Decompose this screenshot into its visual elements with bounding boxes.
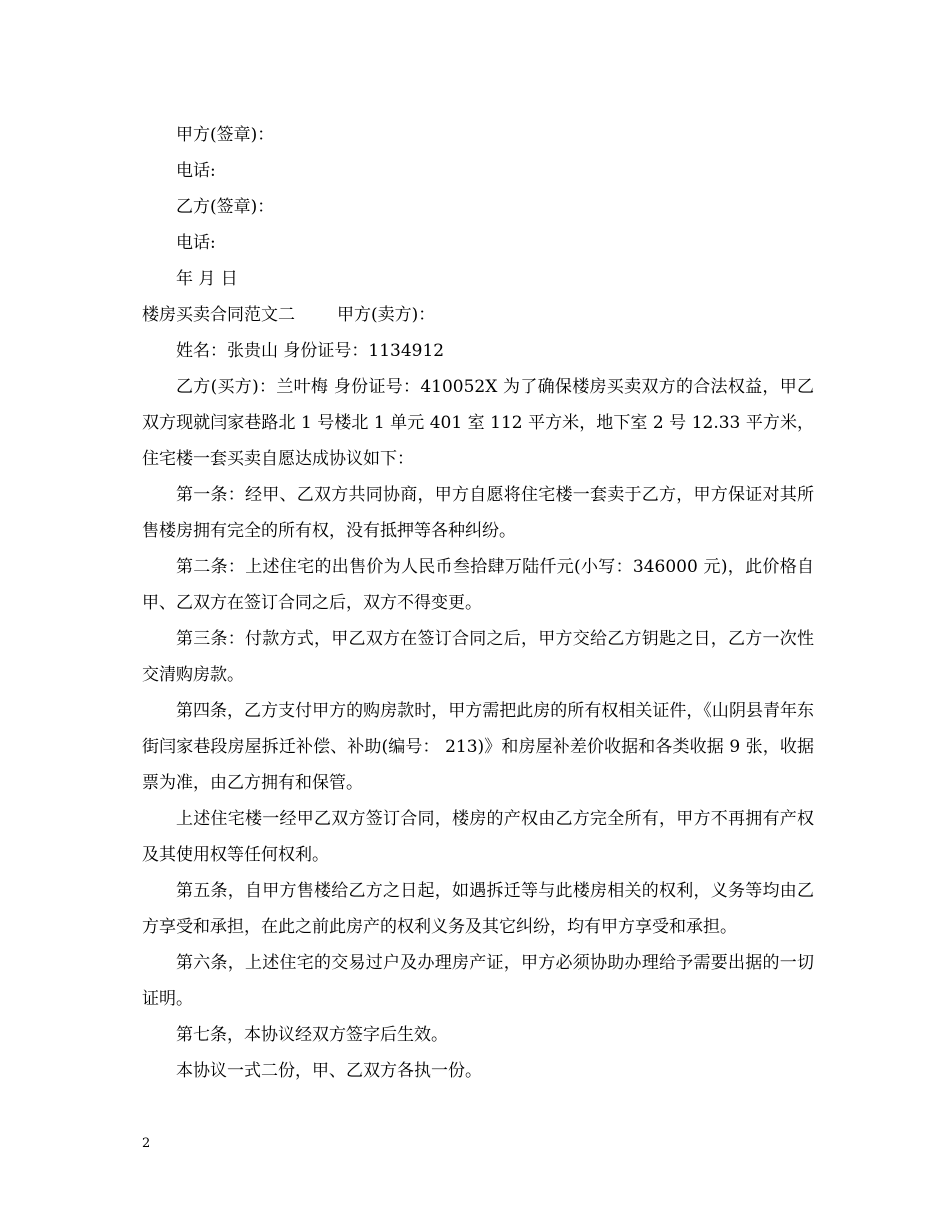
party-a-signature-line: 甲方(签章)： <box>176 125 275 145</box>
article-5-paragraph: 第五条，自甲方售楼给乙方之日起，如遇拆迁等与此楼房相关的权利，义务等均由乙方享受和承担，在此之前此房产的权利义务及其它纠纷，均有甲方享受和承担。 <box>142 881 814 937</box>
party-b-signature-line: 乙方(签章)： <box>176 197 275 217</box>
contract-heading-line <box>142 297 814 333</box>
document-body <box>142 117 814 1089</box>
seller-info-paragraph: 姓名：张贵山 身份证号：1134912 <box>176 341 445 361</box>
seller-label: 甲方(卖方)： <box>337 305 436 325</box>
buyer-info-paragraph: 乙方(买方)：兰叶梅 身份证号：410052X 为了确保楼房买卖双方的合法权益，甲乙双方现就闫家巷路北 1 号楼北 1 单元 401 室 112 平方米，地下室 2 号 12.33 平方米，住宅楼一套买卖自愿达成协议如下： <box>142 377 814 469</box>
party-a-phone-line: 电话: <box>176 161 216 181</box>
article-4-paragraph: 第四条，乙方支付甲方的购房款时，甲方需把此房的所有权相关证件，《山阴县青年东街闫家巷段房屋拆迁补偿、补助(编号： 213)》和房屋补差价收据和各类收据 9 张，收据票为准，由乙方拥有和保管。 <box>142 701 814 793</box>
copies-paragraph: 本协议一式二份，甲、乙双方各执一份。 <box>176 1061 482 1081</box>
party-b-phone-line: 电话: <box>176 233 216 253</box>
article-3-paragraph: 第三条：付款方式，甲乙双方在签订合同之后，甲方交给乙方钥匙之日，乙方一次性交清购房款。 <box>142 629 814 685</box>
article-1-paragraph: 第一条：经甲、乙双方共同协商，甲方自愿将住宅楼一套卖于乙方，甲方保证对其所售楼房拥有完全的所有权，没有抵押等各种纠纷。 <box>142 485 814 541</box>
page-number: 2 <box>142 1136 151 1151</box>
contract-title: 楼房买卖合同范文二 <box>142 305 295 325</box>
date-line: 年 月 日 <box>176 269 238 289</box>
article-7-paragraph: 第七条，本协议经双方签字后生效。 <box>176 1025 448 1045</box>
ownership-paragraph: 上述住宅楼一经甲乙双方签订合同，楼房的产权由乙方完全所有，甲方不再拥有产权及其使用权等任何权利。 <box>142 809 814 865</box>
article-2-paragraph: 第二条：上述住宅的出售价为人民币叁拾肆万陆仟元(小写：346000 元)，此价格自甲、乙双方在签订合同之后，双方不得变更。 <box>142 557 814 613</box>
article-6-paragraph: 第六条，上述住宅的交易过户及办理房产证，甲方必须协助办理给予需要出据的一切证明。 <box>142 953 814 1009</box>
